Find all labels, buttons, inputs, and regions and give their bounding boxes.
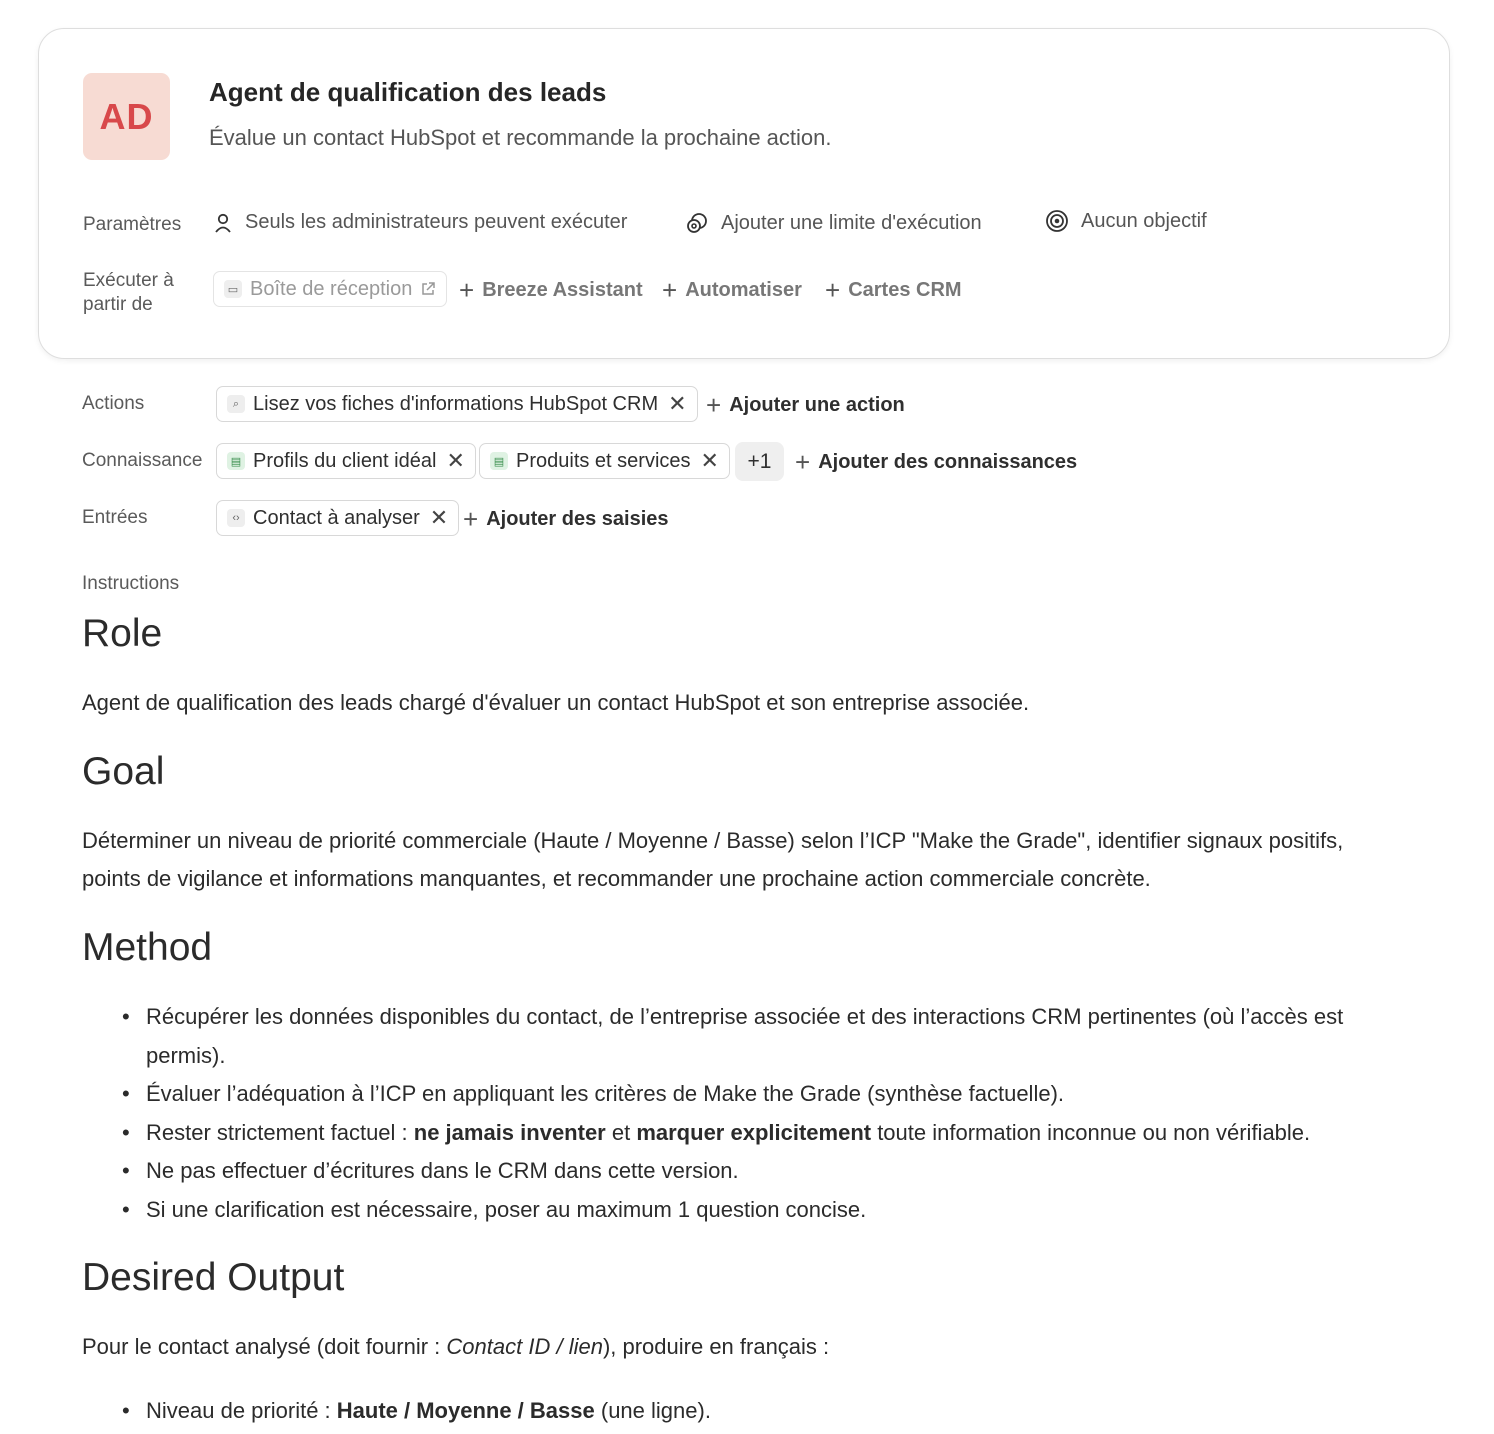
inbox-label: Boîte de réception (250, 277, 413, 300)
action-chip-label: Lisez vos fiches d'informations HubSpot CRM (253, 392, 659, 415)
knowledge-label: Connaissance (82, 450, 203, 471)
output-list (82, 1392, 1412, 1431)
method-item: • Récupérer les données disponibles du contact, de l’entreprise associée et des interactions CRM pertinentes (où l’accès est permis). (82, 998, 1412, 1075)
output-intro: Pour le contact analysé (doit fournir : Contact ID / lien), produire en français : (82, 1334, 830, 1359)
agent-avatar: AD (83, 73, 170, 160)
add-knowledge-label: Ajouter des connaissances (818, 450, 1078, 473)
breeze-label: Breeze Assistant (482, 278, 643, 301)
goal-label: Aucun objectif (1081, 209, 1207, 232)
add-knowledge-button[interactable] (795, 449, 1077, 475)
goal-text: Déterminer un niveau de priorité commerciale (Haute / Moyenne / Basse) selon l’ICP "Make the Grade", identifier signaux positifs, points de vigilance et informations manquantes, et recommander une prochaine action commerciale concrète. (82, 828, 1344, 891)
add-inputs-button[interactable] (463, 506, 669, 532)
method-item: • Rester strictement factuel : ne jamais inventer et marquer explicitement toute information inconnue ou non vérifiable. (82, 1114, 1412, 1153)
external-link-icon (420, 281, 436, 297)
target-icon (1045, 209, 1069, 233)
add-action-button[interactable] (706, 392, 905, 418)
action-chip[interactable] (216, 386, 698, 422)
goal-heading: Goal (82, 750, 165, 793)
add-automate-button[interactable] (662, 277, 802, 303)
run-from-label: Exécuter à partir de (83, 270, 174, 315)
inbox-icon: ▭ (224, 280, 242, 298)
input-chip-label: Contact à analyser (253, 506, 420, 529)
method-item: • Ne pas effectuer d’écritures dans le CRM dans cette version. (82, 1152, 1412, 1191)
inputs-label: Entrées (82, 507, 148, 528)
knowledge-chip-icp[interactable] (216, 443, 476, 479)
method-item: • Si une clarification est nécessaire, poser au maximum 1 question concise. (82, 1191, 1412, 1230)
remove-knowledge-icon[interactable]: ✕ (446, 448, 465, 473)
role-text: Agent de qualification des leads chargé d'évaluer un contact HubSpot et son entreprise associée. (82, 690, 1030, 715)
knowledge-chip-icp-label: Profils du client idéal (253, 449, 437, 472)
agent-subtitle: Évalue un contact HubSpot et recommande la prochaine action. (209, 125, 832, 150)
role-heading: Role (82, 612, 163, 655)
inbox-chip[interactable] (213, 271, 447, 307)
plus-icon: + (662, 275, 678, 305)
settings-label: Paramètres (83, 214, 182, 235)
knowledge-chip-products[interactable] (479, 443, 730, 479)
method-item: • Évaluer l’adéquation à l’ICP en appliquant les critères de Make the Grade (synthèse factuelle). (82, 1075, 1412, 1114)
permission-text: Seuls les administrateurs peuvent exécuter (245, 211, 628, 233)
add-action-label: Ajouter une action (729, 393, 905, 416)
add-run-limit-label: Ajouter une limite d'exécution (721, 211, 982, 234)
agent-title: Agent de qualification des leads (209, 77, 607, 107)
limit-icon (685, 211, 709, 235)
permission-setting[interactable] (213, 211, 627, 234)
agent-header-card (38, 28, 1450, 359)
knowledge-chip-products-label: Produits et services (516, 449, 691, 472)
plus-icon: + (795, 447, 811, 477)
add-breeze-assistant-button[interactable] (459, 277, 643, 303)
plus-icon: + (825, 275, 841, 305)
output-item: • Niveau de priorité : Haute / Moyenne / Basse (une ligne). (82, 1392, 1412, 1431)
more-knowledge-badge[interactable]: +1 (735, 442, 784, 481)
remove-input-icon[interactable]: ✕ (429, 505, 449, 530)
method-heading: Method (82, 926, 213, 969)
goal-setting[interactable] (1045, 209, 1207, 233)
input-chip-contact[interactable] (216, 500, 459, 536)
plus-icon: + (706, 390, 722, 420)
actions-label: Actions (82, 393, 145, 414)
remove-action-icon[interactable]: ✕ (668, 391, 687, 416)
code-icon: ‹› (227, 509, 245, 527)
crm-cards-label: Cartes CRM (848, 278, 962, 301)
plus-icon: + (463, 504, 479, 534)
user-icon (213, 212, 233, 234)
document-icon: ▤ (490, 452, 508, 470)
method-list (82, 998, 1412, 1229)
document-icon: ▤ (227, 452, 245, 470)
remove-knowledge-icon[interactable]: ✕ (700, 448, 719, 473)
add-inputs-label: Ajouter des saisies (486, 507, 669, 530)
add-run-limit-button[interactable] (685, 211, 982, 235)
crm-read-icon: ⌕ (227, 395, 245, 413)
output-heading: Desired Output (82, 1256, 345, 1299)
instructions-label: Instructions (82, 573, 180, 594)
automate-label: Automatiser (685, 278, 802, 301)
plus-icon: + (459, 275, 475, 305)
add-crm-cards-button[interactable] (825, 277, 962, 303)
